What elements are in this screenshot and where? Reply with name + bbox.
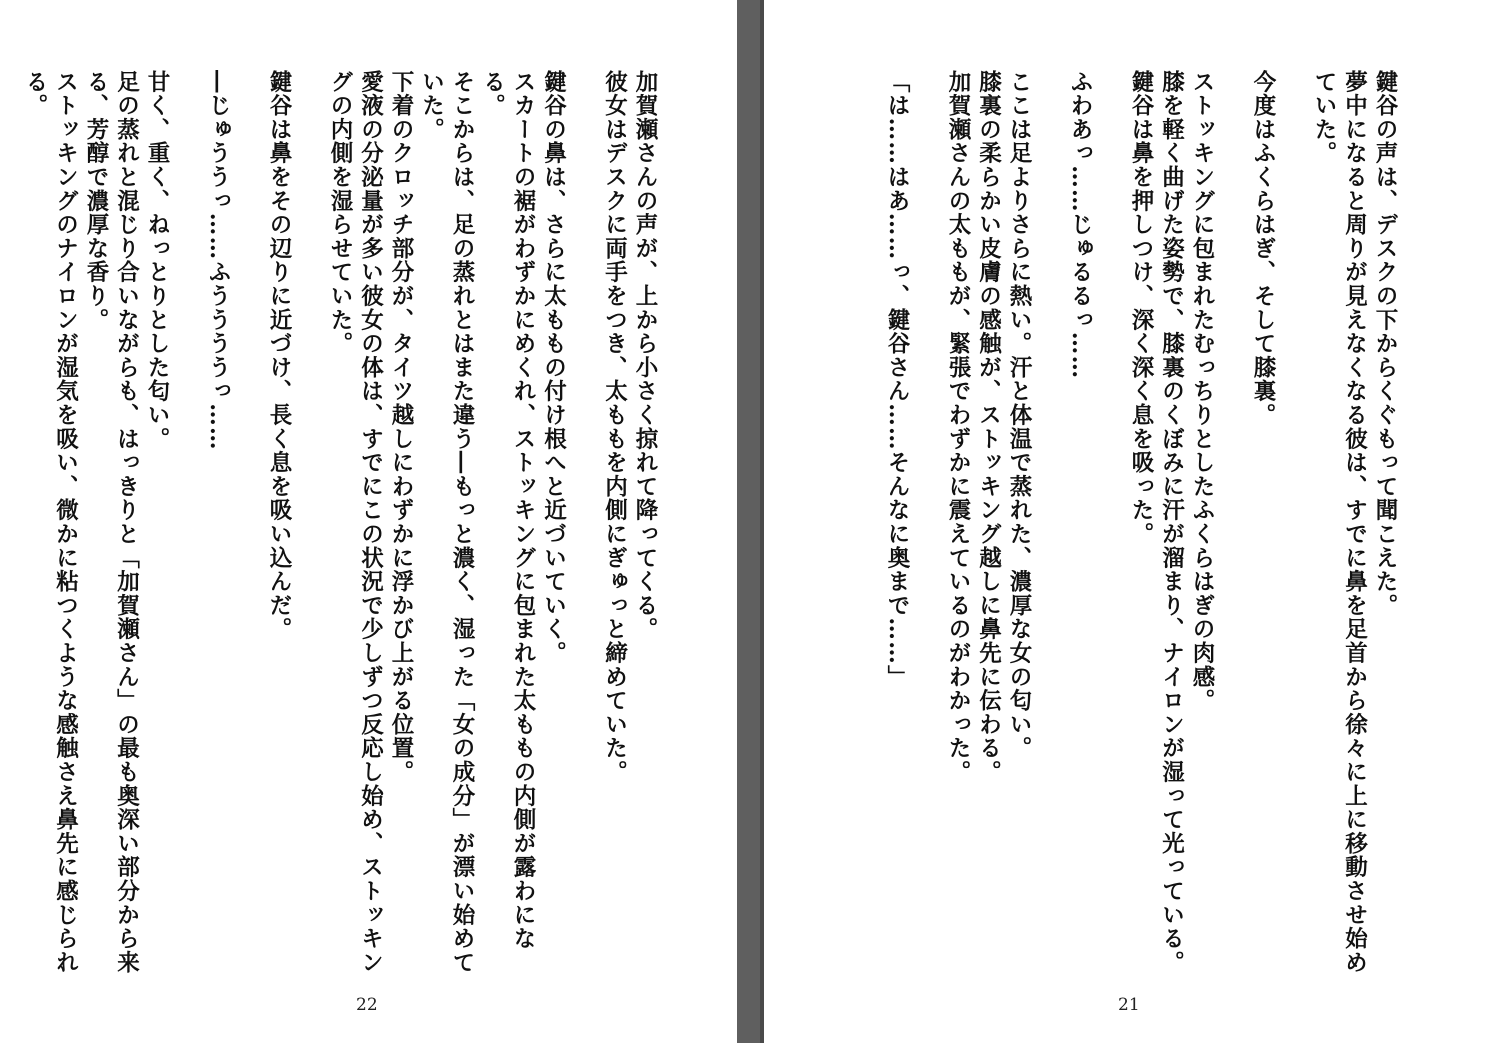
paragraph: ―じゅううっ……ふううううっ…… [205,70,231,451]
paragraph: 鍵谷の鼻は、さらに太ももの付け根へと近づいていく。 [540,70,567,665]
paragraph: 「は……はあ……っ、鍵谷さん……そんなに奥まで……」 [884,70,910,689]
paragraph: 甘く、重く、ねっとりとした匂い。 [144,70,170,451]
paragraph: 膝を軽く曲げた姿勢で、膝裏のくぼみに汗が溜まり、ナイロンが湿って光っている。鍵谷は鼻を押しつけ、深く深く息を吸った。 [1128,70,1185,975]
page-number: 21 [1118,995,1140,1015]
blank-line [912,70,943,975]
right-page-text [882,70,1401,975]
book-gutter [737,0,764,1043]
blank-line [172,70,203,975]
left-page-text [20,70,661,975]
blank-line [233,70,264,975]
paragraph: 加賀瀬さんの声が、上から小さく掠れて降ってくる。 [632,70,658,642]
blank-line [294,70,325,975]
blank-line [1095,70,1126,975]
paragraph: ふわあっ……じゅるるっ…… [1067,70,1093,380]
paragraph: 今度はふくらはぎ、そして膝裏。 [1250,70,1276,427]
paragraph: そこからは、足の蒸れとはまた違う―もっと濃く、湿った「女の成分」が漂い始めていた。 [418,70,475,975]
blank-line [1217,70,1248,975]
paragraph: 下着のクロッチ部分が、タイツ越しにわずかに浮かび上がる位置。 [388,70,414,784]
paragraph: スカートの裾がわずかにめくれ、ストッキングに包まれた太ももの内側が露わになる。 [479,70,536,951]
blank-line [1278,70,1309,975]
paragraph: ストッキングのナイロンが湿気を吸い、微かに粘つくような感触さえ鼻先に感じられる。 [22,70,79,975]
left-page [0,0,737,1043]
paragraph: 夢中になると周りが見えなくなる彼は、すでに鼻を足首から徐々に上に移動させ始めていた。 [1311,70,1368,975]
paragraph: 加賀瀬さんの太ももが、緊張でわずかに震えているのがわかった。 [945,70,971,784]
right-page [764,0,1500,1043]
paragraph: ここは足よりさらに熱い。汗と体温で蒸れた、濃厚な女の匂い。 [1006,70,1032,761]
paragraph: ストッキングに包まれたむっちりとしたふくらはぎの肉感。 [1189,70,1215,713]
blank-line [569,70,600,975]
paragraph: 足の蒸れと混じり合いながらも、はっきりと「加賀瀬さん」の最も奥深い部分から来る、芳醇で濃厚な香り。 [83,70,140,975]
paragraph: 膝裏の柔らかい皮膚の感触が、ストッキング越しに鼻先に伝わる。 [975,70,1002,784]
paragraph: 愛液の分泌量が多い彼女の体は、すでにこの状況で少しずつ反応し始め、ストッキングの内側を湿らせていた。 [327,70,384,975]
blank-line [1034,70,1065,975]
page-number: 22 [356,995,378,1015]
paragraph: 彼女はデスクに両手をつき、太ももを内側にぎゅっと締めていた。 [601,70,628,784]
paragraph: 鍵谷は鼻をその辺りに近づけ、長く息を吸い込んだ。 [266,70,292,642]
paragraph: 鍵谷の声は、デスクの下からくぐもって聞こえた。 [1372,70,1398,618]
